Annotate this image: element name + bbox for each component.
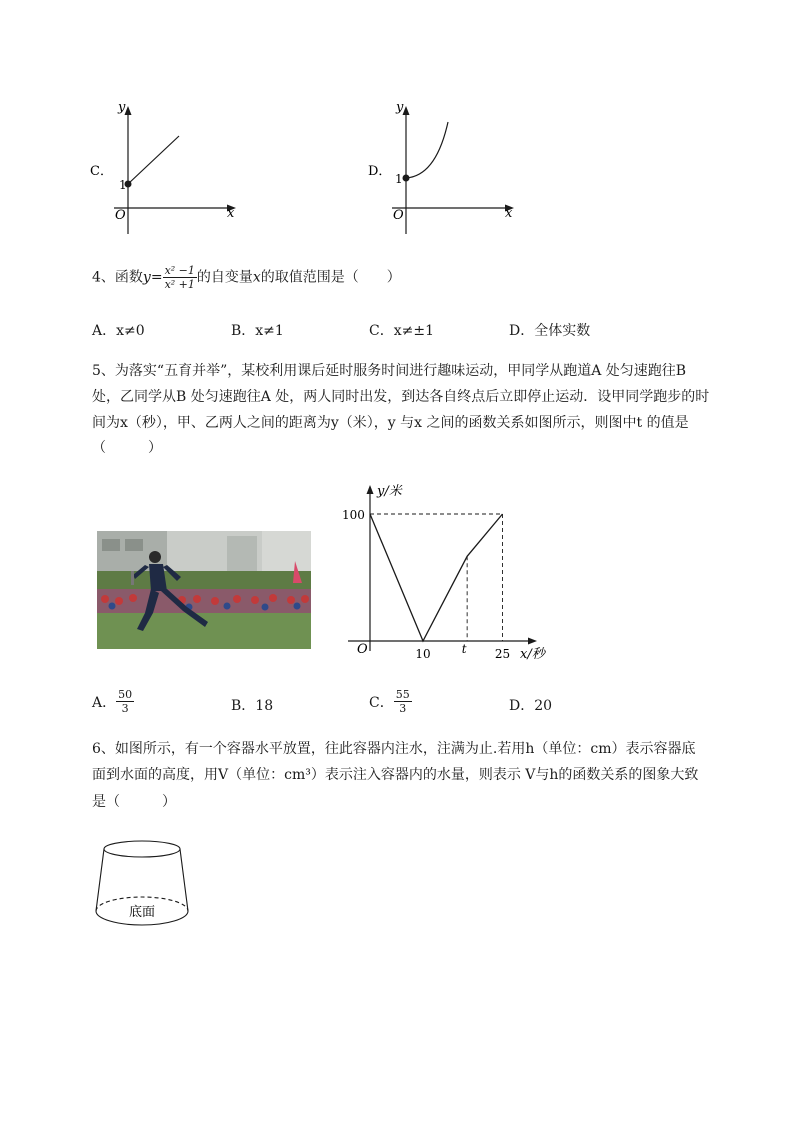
x-axis-label: x/秒	[520, 647, 545, 662]
q6-line-2: 面到水面的高度，用V（单位：cm³）表示注入容器内的水量，则表示 V与h的函数关系的图象大致	[92, 767, 699, 783]
y-label: y	[118, 100, 126, 115]
graph-d-label: D．	[368, 164, 392, 179]
container-left-side	[96, 849, 104, 911]
curve-graph	[406, 122, 448, 178]
y-arrow	[125, 106, 132, 115]
container-diagram	[90, 835, 200, 935]
graph-c	[88, 96, 258, 241]
graph-d	[366, 96, 526, 241]
container-right-side	[180, 849, 188, 911]
q4-var-x: x	[252, 269, 261, 286]
q5-line-1: 5、为落实“五育并举”，某校利用课后延时服务时间进行趣味运动，甲同学从跑道A 处匀速跑往B	[92, 363, 687, 379]
y-axis-label: y/米	[377, 484, 402, 499]
container-top	[104, 841, 180, 857]
y-tick-100: 100	[342, 508, 365, 522]
q4-option-a[interactable]: A．x≠0	[92, 323, 145, 339]
q4-frac-den: x² +1	[164, 278, 195, 291]
q6-line-3: 是（ ）	[92, 794, 176, 810]
q4-option-d[interactable]: D．全体实数	[509, 323, 591, 339]
q4-fraction	[163, 264, 197, 291]
q5-option-c-fraction	[394, 688, 412, 715]
q5-option-a-den: 3	[121, 702, 129, 715]
graph-c-label: C．	[90, 164, 113, 179]
y-axis-arrow	[367, 485, 374, 494]
start-point	[403, 175, 410, 182]
runner-photo-drawing	[97, 531, 311, 649]
q5-option-a-num: 50	[118, 688, 133, 701]
q5-option-a[interactable]	[92, 688, 134, 715]
origin-label: O	[393, 208, 404, 223]
y-label: y	[396, 100, 404, 115]
x-tick-10: 10	[415, 647, 431, 661]
distance-series-line	[370, 514, 503, 641]
container-bottom-label: 底面	[128, 905, 156, 920]
q5-line-2: 处，乙同学从B 处匀速跑往A 处，两人同时出发，到达各自终点后立即停止运动．设甲同学跑步的时	[92, 389, 710, 405]
q4-frac-num: x² −1	[164, 264, 195, 277]
q5-option-b[interactable]: B．18	[231, 698, 274, 714]
q4-prefix: 4、函数	[92, 269, 143, 286]
x-label: x	[505, 206, 513, 221]
distance-time-chart	[340, 478, 555, 663]
q6-line-1: 6、如图所示，有一个容器水平放置，往此容器内注水，注满为止.若用h（单位：cm）表示容器底	[92, 741, 696, 757]
q4-option-c[interactable]: C．x≠±1	[369, 323, 434, 339]
q5-option-c-den: 3	[399, 702, 407, 715]
runner-photo	[97, 531, 311, 649]
q4-suffix: 的取值范围是（ ）	[260, 269, 401, 286]
q5-option-a-fraction	[116, 688, 134, 715]
x-label: x	[227, 206, 235, 221]
q5-option-c-num: 55	[395, 688, 410, 701]
line-graph	[128, 136, 179, 184]
origin-label: O	[357, 642, 368, 657]
q4-stem	[92, 264, 401, 291]
y-arrow	[403, 106, 410, 115]
y-intercept-label: 1	[119, 178, 127, 192]
q5-option-c-letter: C．	[369, 694, 394, 711]
x-tick-t: t	[461, 642, 467, 656]
q5-line-4: （ ）	[92, 440, 162, 456]
x-axis-arrow	[528, 638, 537, 645]
origin-label: O	[115, 208, 126, 223]
x-tick-25: 25	[494, 647, 511, 661]
q5-option-c[interactable]	[369, 688, 412, 715]
y-intercept-label: 1	[395, 172, 403, 186]
q5-option-a-letter: A．	[92, 694, 117, 711]
q4-option-b[interactable]: B．x≠1	[231, 323, 284, 339]
q5-option-d[interactable]: D．20	[509, 698, 553, 714]
q4-middle: 的自变量	[196, 269, 253, 286]
q5-line-3: 间为x（秒），甲、乙两人之间的距离为y（米），y 与x 之间的函数关系如图所示，则图中t 的值是	[92, 415, 689, 431]
q4-y-eq: y=	[142, 269, 163, 286]
